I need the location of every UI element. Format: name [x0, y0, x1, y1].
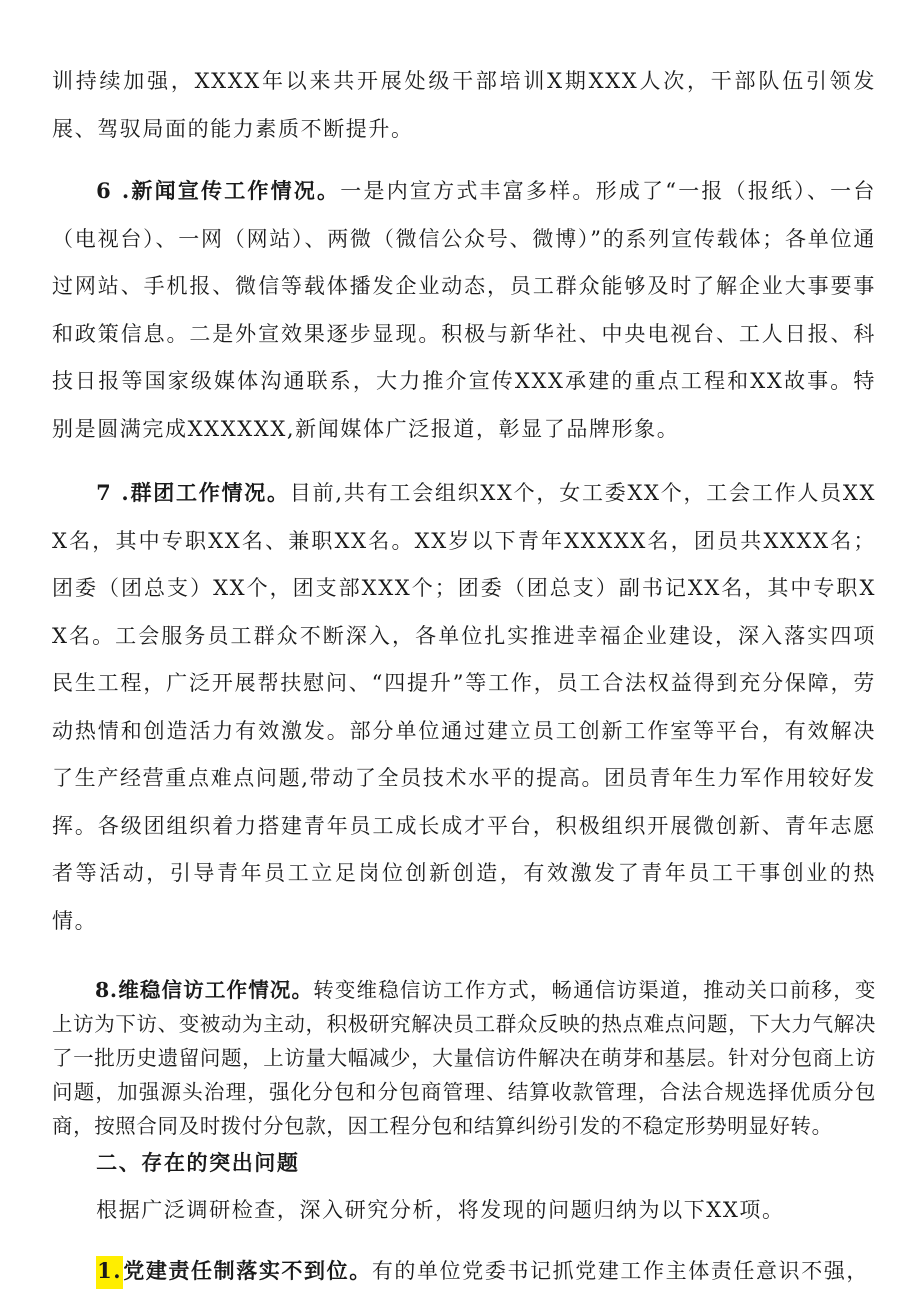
paragraph-body: 训持续加强，XXXX年以来共开展处级干部培训X期XXX人次，干部队伍引领发展、驾驭局面的能力素质不断提升。	[52, 69, 876, 141]
paragraph-issues-intro	[52, 1189, 876, 1231]
paragraph-lead: 8.维稳信访工作情况。	[95, 978, 314, 1002]
paragraph-body: 根据广泛调研检查，深入研究分析，将发现的问题归纳为以下XX项。	[96, 1198, 785, 1222]
paragraph-body: 一是内宣方式丰富多样。形成了“一报（报纸）、一台（电视台）、一网（网站）、两微（微信公众号、微博）”的系列宣传载体；各单位通过网站、手机报、微信等载体播发企业动态，员工群众能够及时了解企业大事要事和政策信息。二是外宣效果逐步显现。积极与新华社、中央电视台、工人日报、科技日报等国家级媒体沟通联系，大力推介宣传XXX承建的重点工程和XX故事。特别是圆满完成XXXXXX,新闻媒体广泛报道，彰显了品牌形象。	[52, 179, 876, 441]
paragraph-news-publicity	[52, 167, 876, 453]
paragraph-lead: 党建责任制落实不到位。	[123, 1258, 372, 1283]
paragraph-lead: 7 .群团工作情况。	[96, 480, 290, 505]
paragraph-lead: 6 .新闻宣传工作情况。	[96, 178, 341, 203]
paragraph-body: 转变维稳信访工作方式，畅通信访渠道，推动关口前移，变上访为下访、变被动为主动，积极研究解决员工群众反映的热点难点问题，下大力气解决了一批历史遗留问题，上访量大幅减少，大量信访件解决在萌芽和基层。针对分包商上访问题，加强源头治理，强化分包和分包商管理、结算收款管理，合法合规选择优质分包商，按照合同及时拨付分包款，因工程分包和结算纠纷引发的不稳定形势明显好转。	[52, 978, 876, 1138]
paragraph-training-continued	[52, 58, 876, 153]
paragraph-mass-organizations	[52, 469, 876, 945]
section-heading: 二、存在的突出问题	[96, 1150, 300, 1175]
paragraph-stability-petitions	[52, 973, 876, 1143]
paragraph-body: 有的单位党委书记抓党建工作主体责任意识不强，	[371, 1259, 870, 1283]
paragraph-issue-1	[52, 1249, 876, 1293]
paragraph-body: 目前,共有工会组织XX个，女工委XX个，工会工作人员XXX名，其中专职XX名、兼职XX名。XX岁以下青年XXXXX名，团员共XXXX名；团委（团总支）XX个，团支部XXX个；团委（团总支）副书记XX名，其中专职XX名。工会服务员工群众不断深入，各单位扎实推进幸福企业建设，深入落实四项民生工程，广泛开展帮扶慰问、“四提升”等工作，员工合法权益得到充分保障，劳动热情和创造活力有效激发。部分单位通过建立员工创新工作室等平台，有效解决了生产经营重点难点问题,带动了全员技术水平的提高。团员青年生力军作用较好发挥。各级团组织着力搭建青年员工成长成才平台，积极组织开展微创新、青年志愿者等活动，引导青年员工立足岗位创新创造，有效激发了青年员工干事创业的热情。	[52, 481, 876, 933]
highlighted-number: 1.	[96, 1256, 123, 1289]
